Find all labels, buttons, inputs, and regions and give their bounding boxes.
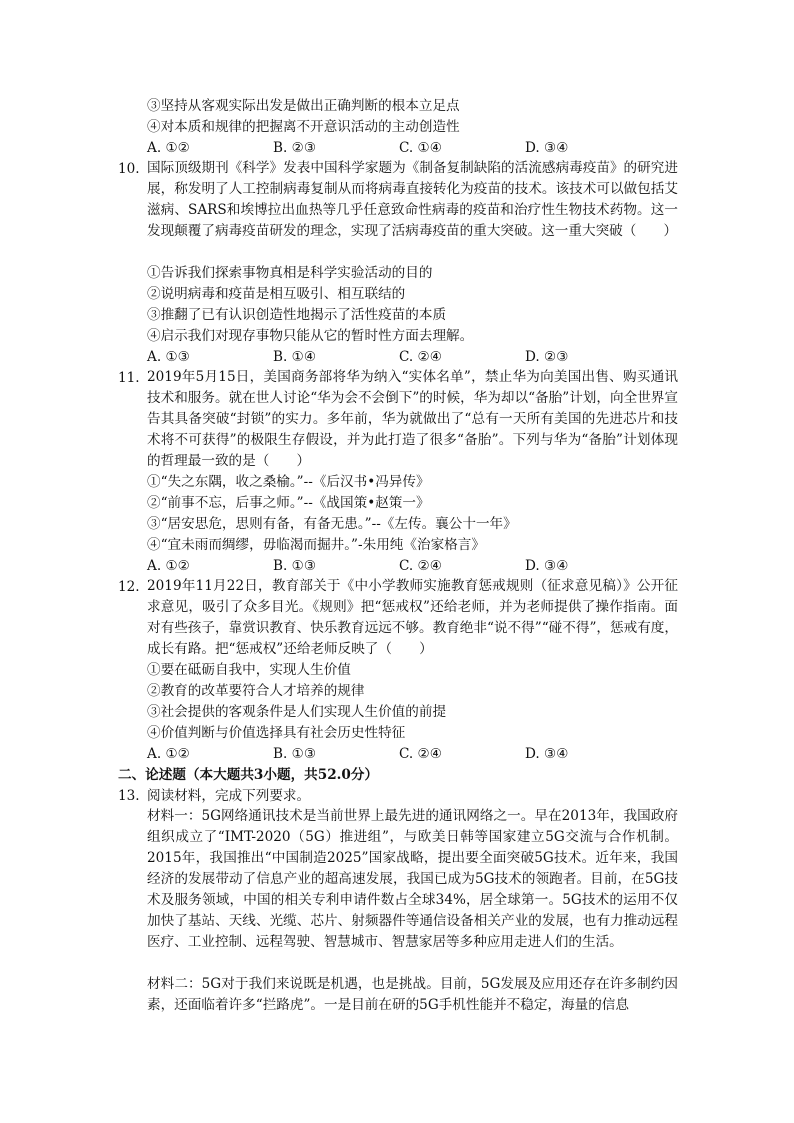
- q9-statement-4: ④对本质和规律的把握离不开意识活动的主动创造性: [147, 119, 460, 135]
- q12-number: 12.: [118, 579, 140, 595]
- q11-statement-4: ④“宜未雨而绸缪，毋临渴而掘井。”-朱用纯《治家格言》: [147, 537, 485, 553]
- q10-number: 10.: [118, 161, 140, 177]
- q12-statement-1: ①要在砥砺自我中，实现人生价值: [147, 662, 351, 678]
- q13-material-1: 材料一：5G网络通讯技术是当前世界上最先进的通讯网络之一。早在2013年，我国政府组织成立了“IMT-2020（5G）推进组”，与欧美日韩等国家建立5G交流与合作机制。2015年，我国推出“中国制造2025”国家战略，提出要全面突破5G技术。近年来，我国经济的发展带动了信息产业的超高速发展，我国已成为5G技术的领跑者。目前，在5G技术及服务领域，中国的相关专利申请件数占全球34%，居全球第一。5G技术的运用不仅加快了基站、天线、光缆、芯片、射频器件等通信设备相关产业的发展，也有力推动远程医疗、工业控制、远程驾驶、智慧城市、智慧家居等多种应用走进人们的生活。: [147, 808, 678, 950]
- q11-number: 11.: [118, 370, 140, 386]
- q11-statement-2: ②“前事不忘，后事之师。”--《战国策•赵策一》: [147, 495, 430, 511]
- q10-stem: 国际顶级期刊《科学》发表中国科学家题为《制备复制缺陷的活流感病毒疫苗》的研究进展，称发明了人工控制病毒复制从而将病毒直接转化为疫苗的技术。该技术可以做包括艾滋病、SARS和埃博拉出血热等几乎任意致命性病毒的疫苗和治疗性生物技术药物。这一发现颠覆了病毒疫苗研发的理念，实现了活病毒疫苗的重大突破。这一重大突破（ ）: [147, 160, 678, 239]
- q12-stem: 2019年11月22日，教育部关于《中小学教师实施教育惩戒规则（征求意见稿）》公开征求意见，吸引了众多目光。《规则》把“惩戒权”还给老师，并为老师提供了操作指南。面对有些孩子，靠赏识教育、快乐教育远远不够。教育绝非“说不得”“碰不得”，惩戒有度，成长有路。把“惩戒权”还给老师反映了（ ）: [147, 578, 678, 657]
- q9-option-b: B. ②③: [273, 140, 317, 156]
- q12-statement-3: ③社会提供的客观条件是人们实现人生价值的前提: [147, 704, 447, 720]
- q13-instruction: 阅读材料，完成下列要求。: [147, 788, 311, 804]
- q10-statement-1: ①告诉我们探索事物真相是科学实验活动的目的: [147, 265, 433, 281]
- q12-statement-4: ④价值判断与价值选择具有社会历史性特征: [147, 725, 406, 741]
- q9-statement-3: ③坚持从客观实际出发是做出正确判断的根本立足点: [147, 98, 460, 114]
- q9-option-d: D. ③④: [525, 140, 569, 156]
- q11-option-c: C. ②④: [399, 558, 442, 574]
- q12-option-c: C. ②④: [399, 746, 442, 762]
- q12-statement-2: ②教育的改革要符合人才培养的规律: [147, 683, 365, 699]
- q12-options: [147, 745, 687, 763]
- q11-stem: 2019年5月15日，美国商务部将华为纳入“实体名单”，禁止华为向美国出售、购买通讯技术和服务。就在世人讨论“华为会不会倒下”的时候，华为却以“备胎”计划，向全世界宣告其具备突破“封锁”的实力。多年前，华为就做出了“总有一天所有美国的先进芯片和技术将不可获得”的极限生存假设，并为此打造了很多“备胎”。下列与华为“备胎”计划体现的哲理最一致的是（ ）: [147, 369, 678, 469]
- q10-statement-2: ②说明病毒和疫苗是相互吸引、相互联结的: [147, 286, 406, 302]
- q10-option-d: D. ②③: [525, 349, 569, 365]
- q13-material-2: 材料二：5G对于我们来说既是机遇，也是挑战。目前，5G发展及应用还存在许多制约因素，还面临着许多“拦路虎”。一是目前在研的5G手机性能并不稳定，海量的信息: [147, 976, 678, 1013]
- q11-option-b: B. ①③: [273, 558, 317, 574]
- q12-option-b: B. ①③: [273, 746, 317, 762]
- q10-option-a: A. ①③: [147, 349, 190, 365]
- q10-statement-4: ④启示我们对现存事物只能从它的暂时性方面去理解。: [147, 328, 474, 344]
- q11-option-a: A. ①②: [147, 558, 190, 574]
- q9-options: [147, 139, 687, 157]
- q11-option-d: D. ③④: [525, 558, 569, 574]
- q12-option-d: D. ③④: [525, 746, 569, 762]
- q13-number: 13.: [118, 788, 140, 804]
- q11-statement-3: ③“居安思危，思则有备，有备无患。”--《左传。襄公十一年》: [147, 516, 517, 532]
- q11-options: [147, 557, 687, 575]
- q10-options: [147, 348, 687, 366]
- q9-option-a: A. ①②: [147, 140, 190, 156]
- q9-option-c: C. ①④: [399, 140, 442, 156]
- section-heading: 二、论述题（本大题共3小题，共52.0分）: [118, 767, 379, 783]
- q11-statement-1: ①“失之东隅，收之桑榆。”--《后汉书•冯异传》: [147, 474, 430, 490]
- q10-option-b: B. ①④: [273, 349, 317, 365]
- q12-option-a: A. ①②: [147, 746, 190, 762]
- q10-statement-3: ③推翻了已有认识创造性地揭示了活性疫苗的本质: [147, 307, 447, 323]
- q10-option-c: C. ②④: [399, 349, 442, 365]
